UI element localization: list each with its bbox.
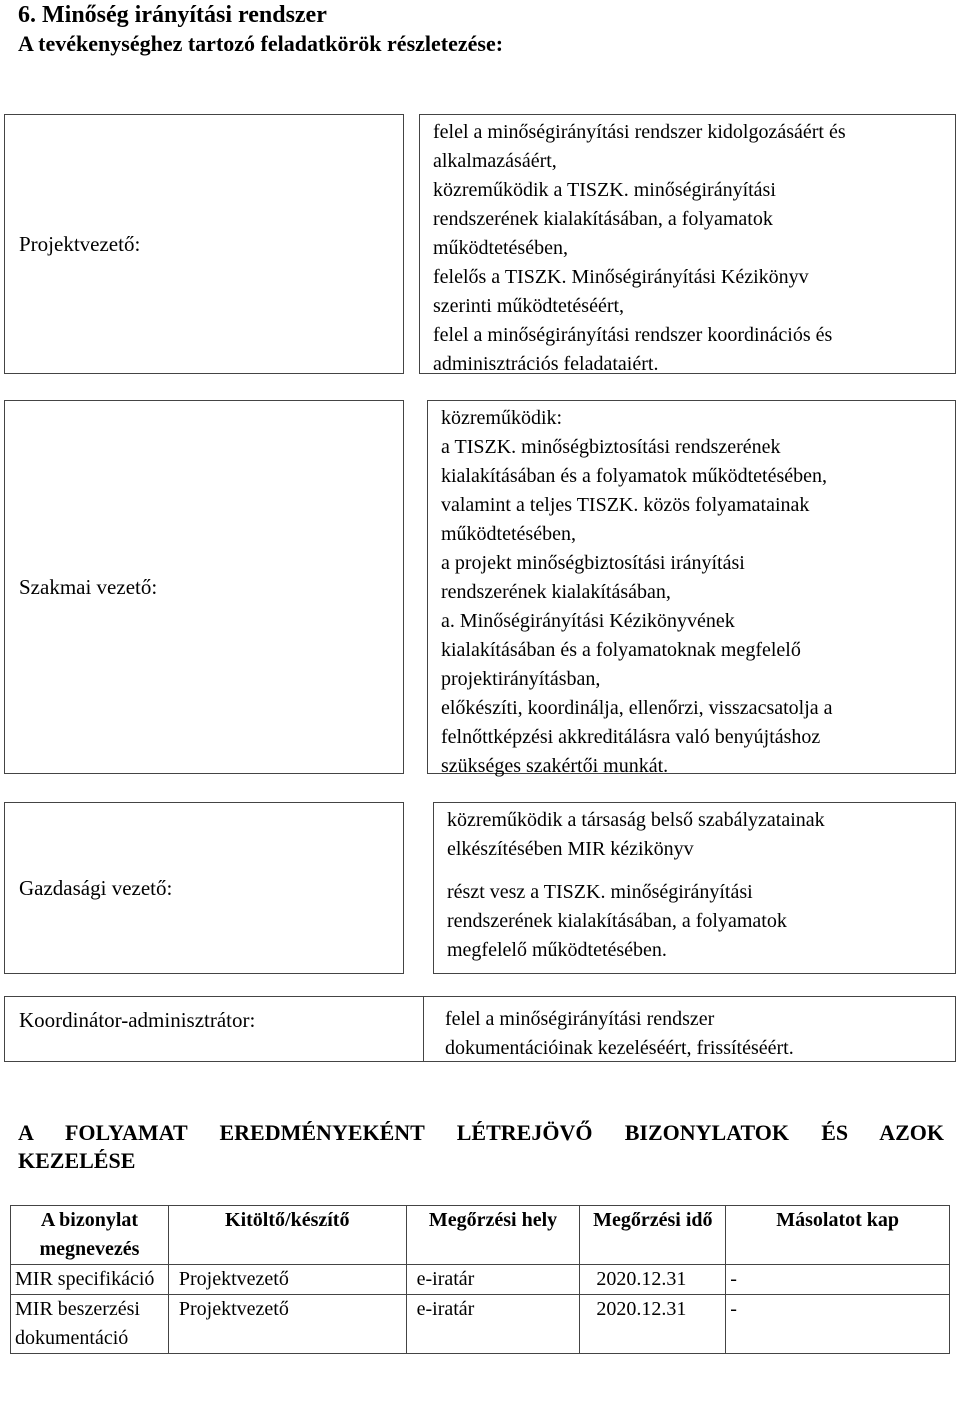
- section-heading: 6. Minőség irányítási rendszer: [18, 2, 327, 28]
- duty-line: rendszerének kialakításában, a folyamatok: [433, 208, 773, 230]
- duty-line: működtetésében,: [441, 523, 576, 545]
- section-subheading: A tevékenységhez tartozó feladatkörök részletezése:: [18, 31, 504, 56]
- duty-line: adminisztrációs feladataiért.: [433, 353, 659, 375]
- duty-line: megfelelő működtetésében.: [447, 939, 667, 961]
- duty-line: felel a minőségirányítási rendszer koordinációs és: [433, 324, 833, 346]
- table-header-row: [11, 1206, 950, 1265]
- section-title-line: A FOLYAMAT EREDMÉNYEKÉNT LÉTREJÖVŐ BIZONYLATOK ÉS AZOK: [18, 1120, 944, 1145]
- duty-line: rendszerének kialakításában, a folyamatok: [447, 910, 787, 932]
- duty-line: felel a minőségirányítási rendszer kidolgozásáért és: [433, 121, 846, 143]
- duty-line: elkészítésében MIR kézikönyv: [447, 838, 694, 860]
- documents-section-title: [18, 1119, 944, 1175]
- table-cell: -: [726, 1265, 950, 1295]
- role-name-koordinator-adminisztrator: Koordinátor-adminisztrátor:: [4, 996, 424, 1062]
- table-row: [11, 1265, 950, 1295]
- duty-line: a. Minőségirányítási Kézikönyvének: [441, 610, 735, 632]
- duty-line: felnőttképzési akkreditálásra való benyújtáshoz: [441, 726, 821, 748]
- role-name-projektvezeto: Projektvezető:: [4, 114, 404, 374]
- table-cell: e-iratár: [406, 1265, 580, 1295]
- duty-line: részt vesz a TISZK. minőségirányítási: [447, 881, 753, 903]
- duty-line: projektirányításban,: [441, 668, 601, 690]
- column-header: A bizonylat megnevezés: [11, 1206, 169, 1265]
- role-duties-szakmai-vezeto: [427, 400, 956, 777]
- duty-line: felelős a TISZK. Minőségirányítási Kézikönyv: [433, 266, 809, 288]
- duty-line: a projekt minőségbiztosítási irányítási: [441, 552, 745, 574]
- table-cell: e-iratár: [406, 1295, 580, 1354]
- role-duties-gazdasagi-vezeto: [433, 802, 956, 974]
- column-header: Megőrzési hely: [406, 1206, 580, 1265]
- section-title-line: KEZELÉSE: [18, 1148, 136, 1173]
- duty-line: rendszerének kialakításában,: [441, 581, 671, 603]
- duty-line: valamint a teljes TISZK. közös folyamatainak: [441, 494, 810, 516]
- role-duties-koordinator-adminisztrator: [423, 996, 956, 1062]
- duty-line: közreműködik:: [441, 407, 563, 429]
- duty-line: felel a minőségirányítási rendszer: [445, 1008, 715, 1030]
- table-cell: 2020.12.31: [580, 1265, 726, 1295]
- role-name-szakmai-vezeto: Szakmai vezető:: [4, 400, 404, 774]
- table-cell: -: [726, 1295, 950, 1354]
- column-header: Másolatot kap: [726, 1206, 950, 1265]
- column-header: Kitöltő/készítő: [168, 1206, 406, 1265]
- duty-line: közreműködik a TISZK. minőségirányítási: [433, 179, 776, 201]
- duty-line: működtetésében,: [433, 237, 568, 259]
- table-cell: 2020.12.31: [580, 1295, 726, 1354]
- duty-line: kialakításában és a folyamatoknak megfelelő: [441, 639, 801, 661]
- duty-line: dokumentációinak kezeléséért, frissítéséért.: [445, 1037, 794, 1059]
- table-cell: Projektvezető: [168, 1295, 406, 1354]
- documents-table: [10, 1205, 950, 1354]
- table-row: [11, 1295, 950, 1354]
- role-name-gazdasagi-vezeto: Gazdasági vezető:: [4, 802, 404, 974]
- duty-line: szükséges szakértői munkát.: [441, 755, 669, 777]
- duty-line: előkészíti, koordinálja, ellenőrzi, visszacsatolja a: [441, 697, 833, 719]
- table-cell: MIR specifikáció: [11, 1265, 169, 1295]
- role-duties-projektvezeto: [419, 114, 956, 374]
- duty-line: közreműködik a társaság belső szabályzatainak: [447, 809, 825, 831]
- table-cell: Projektvezető: [168, 1265, 406, 1295]
- table-cell: MIR beszerzési dokumentáció: [11, 1295, 169, 1354]
- duty-line: alkalmazásáért,: [433, 150, 557, 172]
- duty-line: kialakításában és a folyamatok működtetésében,: [441, 465, 827, 487]
- column-header: Megőrzési idő: [580, 1206, 726, 1265]
- duty-line: szerinti működtetéséért,: [433, 295, 625, 317]
- duty-line: a TISZK. minőségbiztosítási rendszerének: [441, 436, 781, 458]
